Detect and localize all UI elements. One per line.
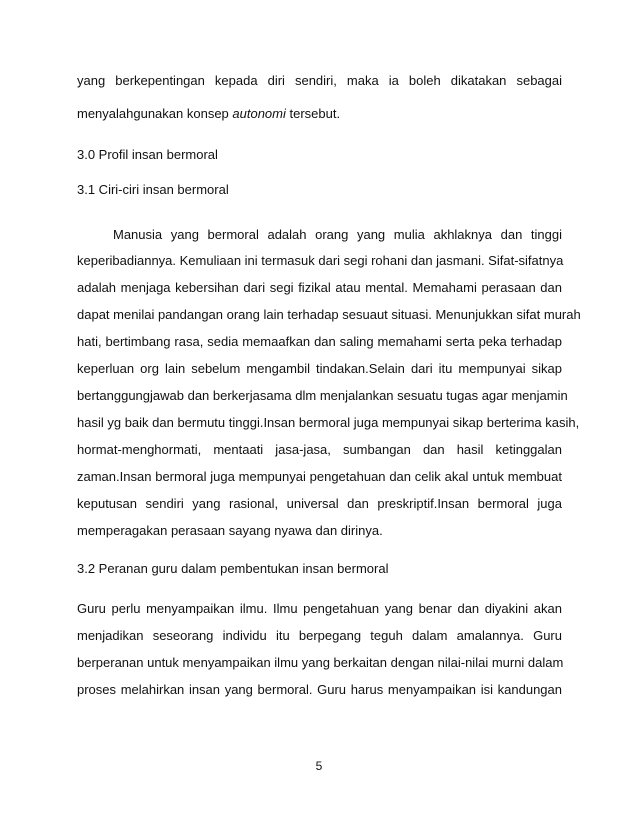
paragraph-line: Guru perlu menyampaikan ilmu. Ilmu pengetahuan yang benar dan diyakini akan: [77, 601, 562, 616]
paragraph-line: keperluan org lain sebelum mengambil tindakan.Selain dari itu mempunyai sikap: [77, 361, 562, 376]
subsection-heading: 3.1 Ciri-ciri insan bermoral: [77, 182, 229, 197]
line-text: menyalahgunakan konsep: [77, 106, 233, 121]
paragraph-line: hormat-menghormati, mentaati jasa-jasa, sumbangan dan hasil ketinggalan: [77, 442, 562, 457]
paragraph-line: bertanggungjawab dan berkerjasama dlm menjalankan sesuatu tugas agar menjamin: [77, 388, 568, 403]
section-heading: 3.0 Profil insan bermoral: [77, 147, 218, 162]
paragraph-line: keperibadiannya. Kemuliaan ini termasuk dari segi rohani dan jasmani. Sifat-sifatnya: [77, 253, 564, 268]
paragraph-line: [77, 106, 562, 122]
paragraph-line: keputusan sendiri yang rasional, universal dan preskriptif.Insan bermoral juga: [77, 496, 562, 511]
paragraph-line: zaman.Insan bermoral juga mempunyai pengetahuan dan celik akal untuk membuat: [77, 469, 562, 484]
paragraph-line: memperagakan perasaan sayang nyawa dan dirinya.: [77, 523, 383, 538]
paragraph-line: dapat menilai pandangan orang lain terhadap sesuaut situasi. Menunjukkan sifat murah: [77, 307, 581, 322]
paragraph-line: hasil yg baik dan bermutu tinggi.Insan bermoral juga mempunyai sikap berterima kasih,: [77, 415, 580, 430]
paragraph-line: berperanan untuk menyampaikan ilmu yang berkaitan dengan nilai-nilai murni dalam: [77, 655, 564, 670]
paragraph-line: hati, bertimbang rasa, sedia memaafkan dan saling memahami serta peka terhadap: [77, 334, 562, 349]
page-number: 5: [315, 759, 323, 773]
subsection-heading: 3.2 Peranan guru dalam pembentukan insan bermoral: [77, 561, 389, 576]
line-text: tersebut.: [285, 106, 341, 121]
paragraph-line: Manusia yang bermoral adalah orang yang mulia akhlaknya dan tinggi: [113, 227, 562, 242]
paragraph-line: yang berkepentingan kepada diri sendiri, maka ia boleh dikatakan sebagai: [77, 73, 562, 88]
paragraph-line: proses melahirkan insan yang bermoral. Guru harus menyampaikan isi kandungan: [77, 682, 562, 697]
paragraph-line: adalah menjaga kebersihan dari segi fizikal atau mental. Memahami perasaan dan: [77, 280, 562, 295]
italic-term: autonomi: [232, 106, 286, 121]
paragraph-line: menjadikan seseorang individu itu berpegang teguh dalam amalannya. Guru: [77, 628, 562, 643]
